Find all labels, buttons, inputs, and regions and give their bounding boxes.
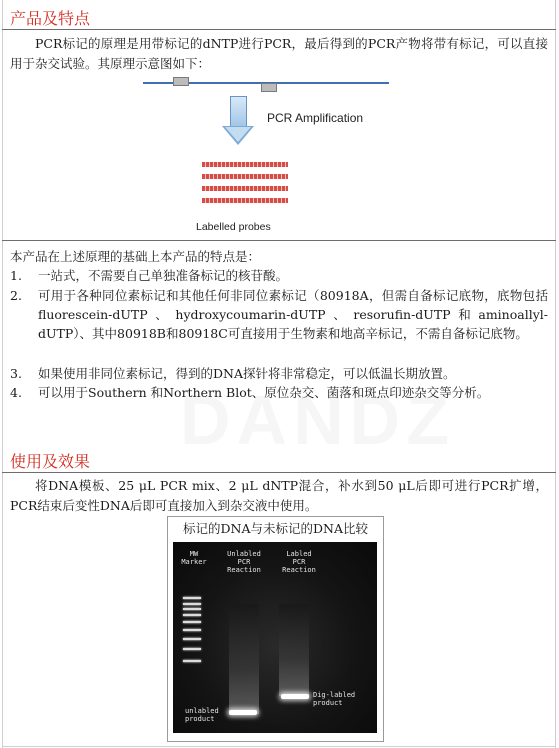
feature-item [10, 286, 548, 343]
labelled-probe [202, 174, 288, 179]
section-divider [2, 29, 556, 30]
feature-text: 可用于各种同位素标记和其他任何非同位素标记（80918A，但需自备标记底物，底物包括fluorescein-dUTP、hydroxycoumarin-dUTP、resorufin-dUTP和aminoallyl-dUTP）、其中80918B和80918C可直接用于生物素和地高辛标记，不需自备标记底物。 [38, 288, 548, 341]
feature-number: 3. [10, 366, 22, 381]
primer-reverse [261, 83, 277, 92]
labelled-probe [202, 162, 288, 167]
feature-number: 2. [10, 288, 22, 303]
page-border-right [555, 0, 556, 748]
labeled-product-band [281, 694, 309, 699]
marker-band [183, 603, 201, 605]
diagram-divider [2, 240, 556, 241]
labelled-probe [202, 186, 288, 191]
marker-band [183, 597, 201, 599]
feature-item [10, 383, 548, 402]
section-title-usage: 使用及效果 [10, 452, 91, 471]
lane-label-marker: MW Marker [181, 550, 207, 566]
labeled-lane-smear [279, 604, 309, 696]
unlabeled-product-band [229, 710, 257, 715]
section-divider [2, 472, 556, 473]
unlabeled-lane-smear [229, 604, 259, 714]
feature-item [10, 266, 548, 285]
lane-label-unlabeled: Unlabled PCR Reaction [227, 550, 261, 574]
marker-band [183, 638, 201, 640]
primer-forward [173, 77, 189, 86]
feature-item [10, 364, 548, 383]
feature-text: 如果使用非同位素标记，得到的DNA探针将非常稳定，可以低温长期放置。 [38, 366, 456, 381]
unlabeled-product-label: unlabled product [185, 707, 219, 723]
marker-band [183, 608, 201, 610]
principle-paragraph: PCR标记的原理是用带标记的dNTP进行PCR，最后得到的PCR产物将带有标记，可以直接用于杂交试验。其原理示意图如下： [10, 36, 548, 71]
pcr-amplification-label: PCR Amplification [267, 111, 364, 125]
marker-band [183, 614, 201, 616]
section-title-features: 产品及特点 [10, 9, 91, 28]
page-border-bottom [2, 746, 556, 747]
marker-band [183, 621, 201, 623]
feature-text: 可以用于Southern 和Northern Blot、原位杂交、菌落和斑点印迹杂交等分析。 [38, 385, 490, 400]
marker-band [183, 660, 201, 662]
gel-figure [167, 516, 384, 742]
gel-figure-caption: 标记的DNA与未标记的DNA比较 [183, 521, 368, 536]
features-intro: 本产品在上述原理的基础上本产品的特点是： [10, 249, 261, 264]
feature-number: 4. [10, 385, 22, 400]
labelled-probes-label: Labelled probes [196, 221, 271, 233]
marker-band [183, 648, 201, 650]
labeled-product-label: Dig-labled product [313, 691, 356, 707]
down-arrow-head-fill [225, 127, 251, 142]
feature-text: 一站式，不需要自己单独准备标记的核苷酸。 [38, 268, 289, 283]
lane-label-labeled: Labled PCR Reaction [282, 550, 316, 574]
labelled-probe [202, 198, 288, 203]
page-border-left [2, 0, 3, 748]
down-arrow-icon [230, 96, 247, 128]
usage-paragraph: 将DNA模板、25 μL PCR mix、2 μL dNTP混合，补水到50 μL后即可进行PCR扩增，PCR结束后变性DNA后即可直接加入到杂交液中使用。 [10, 478, 548, 513]
feature-number: 1. [10, 268, 22, 283]
gel-image [173, 542, 377, 733]
marker-band [183, 629, 201, 631]
